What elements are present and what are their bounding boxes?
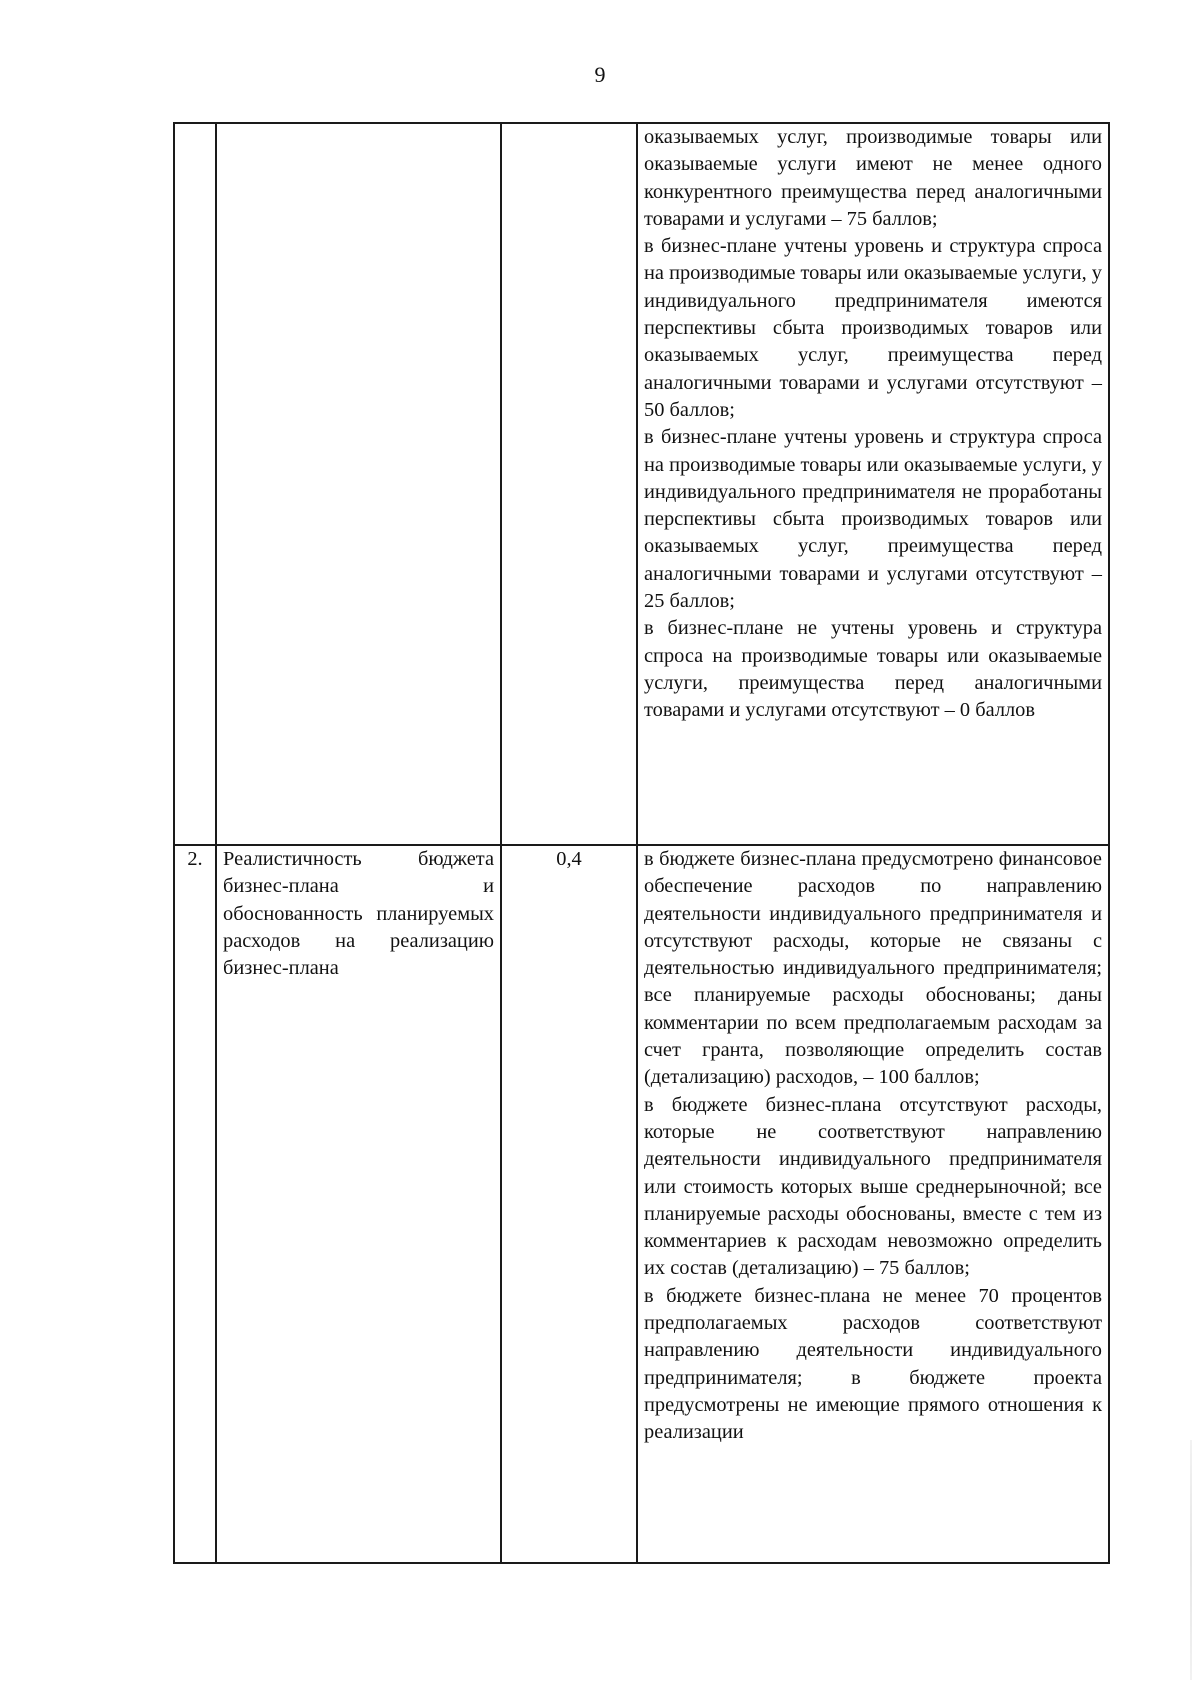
- table-row: [174, 123, 1109, 845]
- weight-cell: 0,4: [501, 845, 637, 1563]
- scoring-paragraph: в бизнес-плане учтены уровень и структура спроса на производимые товары или оказываемые услуги, у индивидуального предпринимателя имеются перспективы сбыта производимых товаров или оказываемых услуг, преимущества перед аналогичными товарами и услугами отсутствуют – 50 баллов;: [644, 235, 1102, 421]
- scoring-paragraph: в бюджете бизнес-плана отсутствуют расходы, которые не соответствуют направлению деятельности индивидуального предпринимателя или стоимость которых выше среднерыночной; все планируемые расходы обоснованы, вместе с тем из комментариев к расходам невозможно определить их состав (детализацию) – 75 баллов;: [644, 1093, 1102, 1280]
- criterion-name-cell: [216, 123, 501, 845]
- page-number: 9: [594, 62, 606, 87]
- criterion-name: Реалистичность бюджета бизнес-плана и обоснованность планируемых расходов на реализацию бизнес-плана: [223, 848, 494, 980]
- row-number-cell: 2.: [174, 845, 216, 1563]
- row-number-cell: [174, 123, 216, 845]
- scoring-paragraph: в бюджете бизнес-плана предусмотрено финансовое обеспечение расходов по направлению деятельности индивидуального предпринимателя и отсутствуют расходы, которые не связаны с деятельностью индивидуального предпринимателя; все планируемые расходы обоснованы; даны комментарии по всем предполагаемым расходам за счет гранта, позволяющие определить состав (детализацию) расходов, – 100 баллов;: [644, 848, 1102, 1089]
- scoring-paragraph: оказываемых услуг, производимые товары или оказываемые услуги имеют не менее одного конкурентного преимущества перед аналогичными товарами и услугами – 75 баллов;: [644, 126, 1102, 230]
- criterion-name-cell: [216, 845, 501, 1563]
- scoring-paragraph: в бюджете бизнес-плана не менее 70 процентов предполагаемых расходов соответствуют направлению деятельности индивидуального предпринимателя; в бюджете проекта предусмотрены не имеющие прямого отношения к реализации: [644, 1284, 1102, 1444]
- table-row: [174, 845, 1109, 1563]
- criteria-table: [173, 122, 1110, 1564]
- scoring-paragraph: в бизнес-плане учтены уровень и структура спроса на производимые товары или оказываемые услуги, у индивидуального предпринимателя не проработаны перспективы сбыта производимых товаров или оказываемых услуг, преимущества перед аналогичными товарами и услугами отсутствуют – 25 баллов;: [644, 426, 1102, 613]
- scoring-description-cell: [637, 123, 1109, 845]
- weight-cell: [501, 123, 637, 845]
- scan-artifact: [1190, 1440, 1192, 1680]
- scoring-paragraph: в бизнес-плане не учтены уровень и структура спроса на производимые товары или оказываемые услуги, преимущества перед аналогичными товарами и услугами отсутствуют – 0 баллов: [644, 617, 1102, 722]
- scoring-description-cell: [637, 845, 1109, 1563]
